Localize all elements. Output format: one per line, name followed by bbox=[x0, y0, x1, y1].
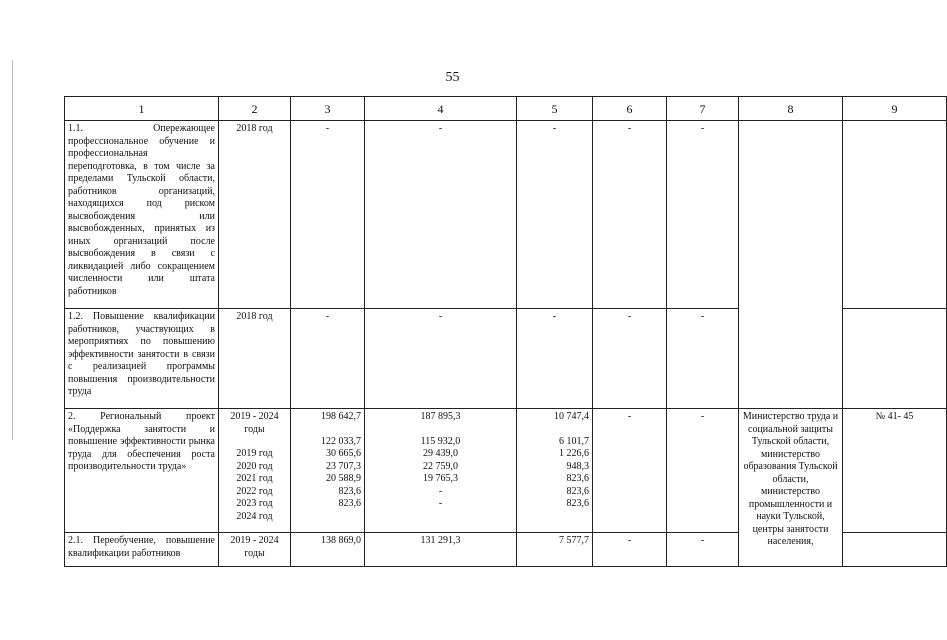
header-row bbox=[65, 97, 947, 121]
header-col-4: 4 bbox=[365, 97, 517, 121]
row-col-5 bbox=[517, 409, 593, 533]
header-col-3: 3 bbox=[291, 97, 365, 121]
row-col-9 bbox=[843, 121, 947, 309]
row-description: 1.1. Опережающее профессиональное обучение и профессиональная переподготовка, в том числе за пределами Тульской области, работников организаций, находящихся под риском высвобождения или высвобожденных, принятых из иных организаций после высвобождения в связи с ликвидацией либо сокращением численности или штата работников bbox=[65, 121, 219, 309]
row-period: 2018 год bbox=[219, 121, 291, 309]
total-value: 187 895,3 bbox=[420, 411, 461, 422]
year-value: 948,3 bbox=[566, 460, 589, 472]
header-col-1: 1 bbox=[65, 97, 219, 121]
header-col-9: 9 bbox=[843, 97, 947, 121]
row-col-6: - bbox=[593, 309, 667, 409]
row-col-4: - bbox=[365, 121, 517, 309]
year-label: 2023 год bbox=[236, 498, 273, 509]
row-col-6: - bbox=[593, 409, 667, 533]
row-col-8-responsible: Министерство труда и социальной защиты Тульской области, министерство образования Тульской области, министерство промышленности и науки Тульской, центры занятости населения, bbox=[739, 409, 843, 567]
scan-edge-mark bbox=[12, 60, 13, 440]
year-value: 19 765,3 bbox=[423, 473, 458, 484]
year-value: 823,6 bbox=[338, 485, 361, 497]
row-col-6: - bbox=[593, 533, 667, 567]
year-label: 2022 год bbox=[236, 485, 273, 497]
period-main: 2019 - 2024 годы bbox=[230, 411, 279, 435]
row-col-9 bbox=[843, 309, 947, 409]
row-col-9 bbox=[843, 533, 947, 567]
year-value: 823,6 bbox=[566, 498, 589, 509]
year-label: 2024 год bbox=[236, 510, 273, 522]
total-value: 10 747,4 bbox=[554, 411, 589, 422]
year-value: 30 665,6 bbox=[326, 448, 361, 459]
row-col-8-merged bbox=[739, 121, 843, 409]
row-col-6: - bbox=[593, 121, 667, 309]
year-value: - bbox=[438, 498, 443, 509]
row-col-7: - bbox=[667, 409, 739, 533]
year-value: 6 101,7 bbox=[559, 435, 589, 447]
year-value: 22 759,0 bbox=[423, 460, 458, 472]
program-table bbox=[64, 96, 947, 567]
row-col-5: - bbox=[517, 309, 593, 409]
year-label: 2021 год bbox=[236, 473, 273, 484]
year-value: 1 226,6 bbox=[559, 448, 589, 459]
row-col-3: - bbox=[291, 121, 365, 309]
year-label: 2020 год bbox=[236, 460, 273, 472]
page-number: 55 bbox=[445, 70, 460, 85]
row-period: 2019 - 2024 годы bbox=[219, 533, 291, 567]
year-value: 122 033,7 bbox=[321, 435, 361, 447]
header-col-5: 5 bbox=[517, 97, 593, 121]
year-label: 2019 год bbox=[236, 448, 273, 459]
table-row bbox=[65, 409, 947, 533]
year-value: 823,6 bbox=[566, 485, 589, 497]
header-col-8: 8 bbox=[739, 97, 843, 121]
row-col-3: 138 869,0 bbox=[291, 533, 365, 567]
row-col-5: 7 577,7 bbox=[517, 533, 593, 567]
row-col-4: 131 291,3 bbox=[365, 533, 517, 567]
year-value: 115 932,0 bbox=[420, 435, 461, 447]
row-description: 2.1. Переобучение, повышение квалификации работников bbox=[65, 533, 219, 567]
row-col-4: - bbox=[365, 309, 517, 409]
year-value: - bbox=[438, 485, 443, 497]
row-period bbox=[219, 409, 291, 533]
row-col-3 bbox=[291, 409, 365, 533]
year-value: 29 439,0 bbox=[423, 448, 458, 459]
row-col-7: - bbox=[667, 121, 739, 309]
year-value: 23 707,3 bbox=[326, 460, 361, 472]
row-col-9: № 41- 45 bbox=[843, 409, 947, 533]
total-value: 198 642,7 bbox=[321, 411, 361, 422]
row-period: 2018 год bbox=[219, 309, 291, 409]
header-col-2: 2 bbox=[219, 97, 291, 121]
year-value: 823,6 bbox=[338, 498, 361, 509]
year-value: 823,6 bbox=[566, 473, 589, 484]
row-col-4 bbox=[365, 409, 517, 533]
header-col-6: 6 bbox=[593, 97, 667, 121]
header-col-7: 7 bbox=[667, 97, 739, 121]
row-description: 1.2. Повышение квалификации работников, участвующих в мероприятиях по повышению эффективности занятости в связи с реализацией программы повышения производительности труда bbox=[65, 309, 219, 409]
row-col-7: - bbox=[667, 533, 739, 567]
row-col-5: - bbox=[517, 121, 593, 309]
row-col-7: - bbox=[667, 309, 739, 409]
table-row bbox=[65, 121, 947, 309]
year-value: 20 588,9 bbox=[326, 473, 361, 484]
row-col-3: - bbox=[291, 309, 365, 409]
row-description: 2. Региональный проект «Поддержка занятости и повышение эффективности рынка труда для обеспечения роста производительности труда» bbox=[65, 409, 219, 533]
